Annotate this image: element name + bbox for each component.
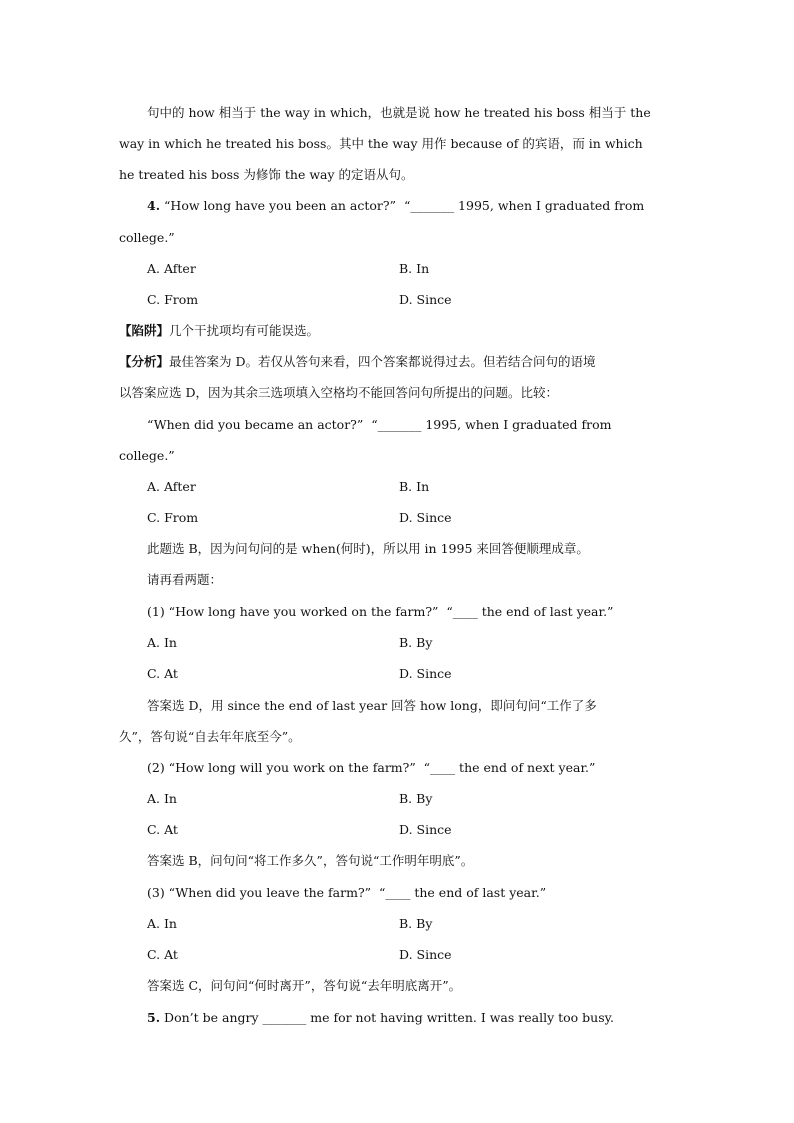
question-text: “How long have you been an actor?” “_______ 1995, when I graduated from (164, 198, 645, 213)
analysis-line-2: 以答案应选 D，因为其余三选项填入空格均不能回答问句所提出的问题。比较： (119, 385, 558, 400)
option-c: C. From (147, 292, 199, 307)
trap-label: 【陷阱】 (119, 323, 170, 338)
trap-text: 几个干扰项均有可能误选。 (169, 323, 320, 338)
more-questions-intro: 请再看两题： (147, 572, 223, 587)
option-d: D. Since (399, 292, 452, 307)
question-4-continuation: college.” (119, 230, 175, 245)
option-a: A. After (147, 479, 196, 494)
option-c: C. At (147, 947, 178, 962)
option-d: D. Since (399, 947, 452, 962)
option-b: B. By (399, 791, 433, 806)
option-d: D. Since (399, 666, 452, 681)
option-a: A. After (147, 261, 196, 276)
option-a: A. In (147, 916, 177, 931)
trap-note (119, 323, 319, 339)
explanation-line-1: 句中的 how 相当于 the way in which，也就是说 how he treated his boss 相当于 the (147, 105, 651, 120)
explanation-line-2: way in which he treated his boss。其中 the way 用作 because of 的宾语，而 in which (119, 136, 643, 151)
comparison-question: “When did you became an actor?” “_______ 1995, when I graduated from (147, 417, 612, 432)
sub-answer-1-line-2: 久”，答句说“自去年年底至今”。 (119, 729, 301, 744)
option-b: B. By (399, 916, 433, 931)
option-c: C. From (147, 510, 199, 525)
analysis-line-1 (119, 354, 596, 370)
question-5 (147, 1010, 614, 1026)
sub-answer-1-line-1: 答案选 D，用 since the end of last year 回答 how long，即问句问“工作了多 (147, 698, 597, 713)
question-4 (147, 198, 644, 214)
question-number: 4. (147, 198, 161, 213)
option-b: B. By (399, 635, 433, 650)
option-d: D. Since (399, 510, 452, 525)
option-d: D. Since (399, 822, 452, 837)
option-b: B. In (399, 261, 430, 276)
option-a: A. In (147, 791, 177, 806)
sub-answer-3: 答案选 C，问句问“何时离开”，答句说“去年明底离开”。 (147, 978, 462, 993)
option-c: C. At (147, 822, 178, 837)
comparison-note: 此题选 B，因为问句问的是 when(何时)，所以用 in 1995 来回答便顺理成章。 (147, 541, 589, 556)
sub-question-3: (3) “When did you leave the farm?” “____ the end of last year.” (147, 885, 547, 900)
explanation-line-3: he treated his boss 为修饰 the way 的定语从句。 (119, 167, 414, 182)
option-a: A. In (147, 635, 177, 650)
question-text: Don’t be angry _______ me for not having written. I was really too busy. (164, 1010, 615, 1025)
analysis-label: 【分析】 (119, 354, 170, 369)
option-b: B. In (399, 479, 430, 494)
sub-question-2: (2) “How long will you work on the farm?” “____ the end of next year.” (147, 760, 596, 775)
analysis-text: 最佳答案为 D。若仅从答句来看，四个答案都说得过去。但若结合问句的语境 (169, 354, 596, 369)
question-number: 5. (147, 1010, 161, 1025)
option-c: C. At (147, 666, 178, 681)
sub-answer-2: 答案选 B，问句问“将工作多久”，答句说“工作明年明底”。 (147, 853, 474, 868)
comparison-continuation: college.” (119, 448, 175, 463)
sub-question-1: (1) “How long have you worked on the farm?” “____ the end of last year.” (147, 604, 614, 619)
